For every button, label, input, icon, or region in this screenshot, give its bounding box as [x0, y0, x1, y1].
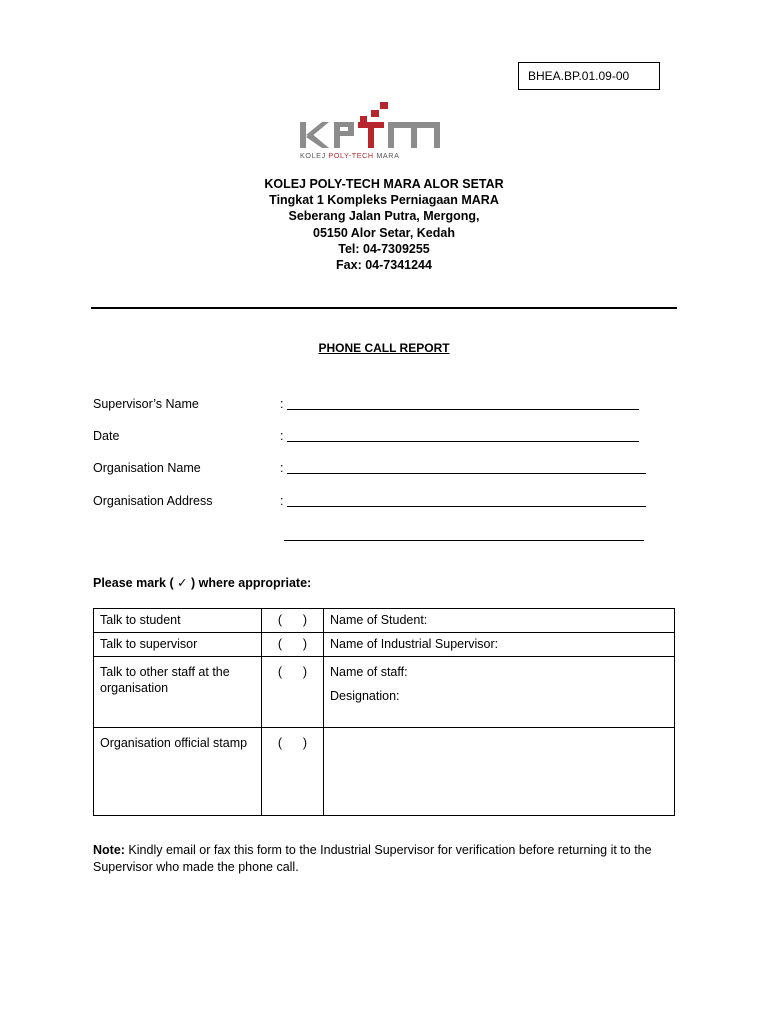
staff-details-cell[interactable]: [324, 657, 675, 728]
organisation-address-label: Organisation Address: [93, 494, 213, 508]
contact-table: [93, 608, 675, 816]
student-name-cell[interactable]: [324, 609, 675, 633]
checkbox-talk-to-other-staff[interactable]: ( ): [262, 657, 324, 728]
kptm-logo: [298, 102, 444, 160]
table-row: [94, 728, 675, 816]
date-label: Date: [93, 429, 120, 443]
college-name: KOLEJ POLY-TECH MARA ALOR SETAR: [264, 177, 504, 191]
note: [93, 842, 678, 875]
organisation-name-field[interactable]: [287, 473, 646, 474]
address-line-2: Seberang Jalan Putra, Mergong,: [288, 209, 480, 224]
header-divider: [91, 307, 677, 309]
staff-name-label: Name of staff:: [330, 665, 408, 679]
stamp-area[interactable]: [324, 728, 675, 816]
field-colon: :: [280, 494, 284, 508]
organisation-address-field-line-2[interactable]: [284, 540, 644, 541]
address-line-3: 05150 Alor Setar, Kedah: [313, 225, 455, 240]
logo-square-2: [371, 110, 379, 117]
note-label: Note:: [93, 843, 125, 857]
address-line-1: Tingkat 1 Kompleks Perniagaan MARA: [269, 193, 499, 208]
college-address: [0, 176, 768, 273]
checkbox-organisation-stamp[interactable]: ( ): [262, 728, 324, 816]
supervisor-name-label: Supervisor’s Name: [93, 397, 199, 411]
option-talk-to-supervisor: Talk to supervisor: [94, 633, 262, 657]
option-talk-to-student: Talk to student: [94, 609, 262, 633]
page-title: PHONE CALL REPORT: [318, 341, 450, 355]
table-row: [94, 657, 675, 728]
table-row: [94, 609, 675, 633]
form-code: BHEA.BP.01.09-00: [528, 69, 630, 83]
checkbox-talk-to-student[interactable]: ( ): [262, 609, 324, 633]
student-name-label: Name of Student:: [330, 613, 428, 627]
industrial-supervisor-label: Name of Industrial Supervisor:: [330, 637, 499, 651]
option-organisation-stamp: Organisation official stamp: [94, 728, 262, 816]
fax: Fax: 04-7341244: [336, 257, 432, 272]
organisation-name-label: Organisation Name: [93, 461, 201, 475]
table-row: [94, 633, 675, 657]
field-colon: :: [280, 429, 284, 443]
designation-label: Designation:: [330, 689, 400, 703]
option-talk-to-other-staff: Talk to other staff at the organisation: [94, 657, 262, 728]
telephone: Tel: 04-7309255: [338, 241, 430, 256]
industrial-supervisor-cell[interactable]: [324, 633, 675, 657]
supervisor-name-field[interactable]: [287, 409, 639, 410]
field-colon: :: [280, 461, 284, 475]
logo-square-3: [360, 116, 367, 122]
organisation-address-field[interactable]: [287, 506, 646, 507]
logo-square-1: [380, 102, 388, 109]
form-code-box: [518, 62, 660, 90]
note-text: Kindly email or fax this form to the Industrial Supervisor for verification before returning it to the Supervisor who made the phone call.: [93, 843, 652, 874]
date-field[interactable]: [287, 441, 639, 442]
logo-tagline: KOLEJ POLY-TECH MARA: [300, 151, 400, 160]
field-colon: :: [280, 397, 284, 411]
mark-instruction: Please mark ( ✓ ) where appropriate:: [93, 576, 312, 590]
checkbox-talk-to-supervisor[interactable]: ( ): [262, 633, 324, 657]
